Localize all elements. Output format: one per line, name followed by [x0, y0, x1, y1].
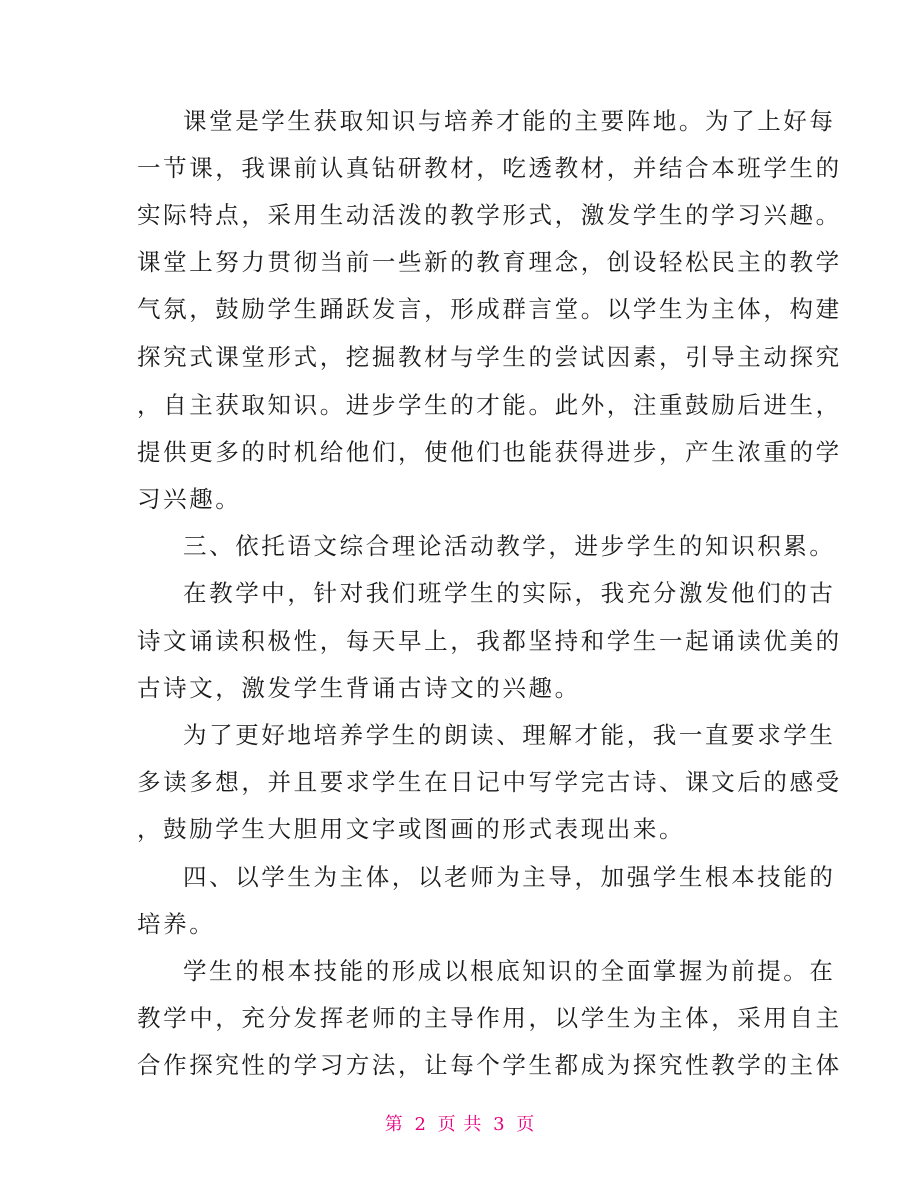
text-line: 一节课，我课前认真钻研教材，吃透教材，并结合本班学生的 — [137, 154, 842, 182]
text-line: 气氛，鼓励学生踊跃发言，形成群言堂。以学生为主体，构建 — [137, 295, 842, 323]
text-line: ，鼓励学生大胆用文字或图画的形式表现出来。 — [137, 815, 686, 843]
text-line: 实际特点，采用生动活泼的教学形式，激发学生的学习兴趣。 — [137, 201, 842, 229]
section-heading: 四、以学生为主体，以老师为主导，加强学生根本技能的 — [183, 863, 836, 891]
text-line: 诗文诵读积极性，每天早上，我都坚持和学生一起诵读优美的 — [137, 627, 842, 655]
text-line: 古诗文，激发学生背诵古诗文的兴趣。 — [137, 674, 581, 702]
text-line: 学生的根本技能的形成以根底知识的全面掌握为前提。在 — [183, 957, 836, 985]
text-line: 教学中，充分发挥老师的主导作用，以学生为主体，采用自主 — [137, 1004, 842, 1032]
text-line: 探究式课堂形式，挖掘教材与学生的尝试因素，引导主动探究 — [137, 343, 842, 371]
text-line: 课堂是学生获取知识与培养才能的主要阵地。为了上好每 — [183, 107, 836, 135]
text-line: 习兴趣。 — [137, 485, 242, 513]
text-line: ，自主获取知识。进步学生的才能。此外，注重鼓励后进生， — [137, 391, 842, 419]
footer-middle: 页 共 — [437, 1114, 483, 1135]
footer-current-page: 2 — [414, 1114, 427, 1135]
text-line: 多读多想，并且要求学生在日记中写学完古诗、课文后的感受 — [137, 768, 842, 796]
footer-prefix: 第 — [384, 1114, 404, 1135]
text-line: 提供更多的时机给他们，使他们也能获得进步，产生浓重的学 — [137, 438, 842, 466]
text-line: 为了更好地培养学生的朗读、理解才能，我一直要求学生 — [183, 721, 836, 749]
section-heading-continuation: 培养。 — [137, 910, 216, 938]
text-line: 在教学中，针对我们班学生的实际，我充分激发他们的古 — [183, 579, 836, 607]
text-line: 合作探究性的学习方法，让每个学生都成为探究性教学的主体 — [137, 1051, 842, 1079]
footer-total-pages: 3 — [493, 1114, 506, 1135]
text-line: 课堂上努力贯彻当前一些新的教育理念，创设轻松民主的教学 — [137, 248, 842, 276]
page-footer — [0, 1110, 920, 1136]
footer-suffix: 页 — [516, 1114, 536, 1135]
section-heading: 三、依托语文综合理论活动教学，进步学生的知识积累。 — [183, 532, 836, 560]
